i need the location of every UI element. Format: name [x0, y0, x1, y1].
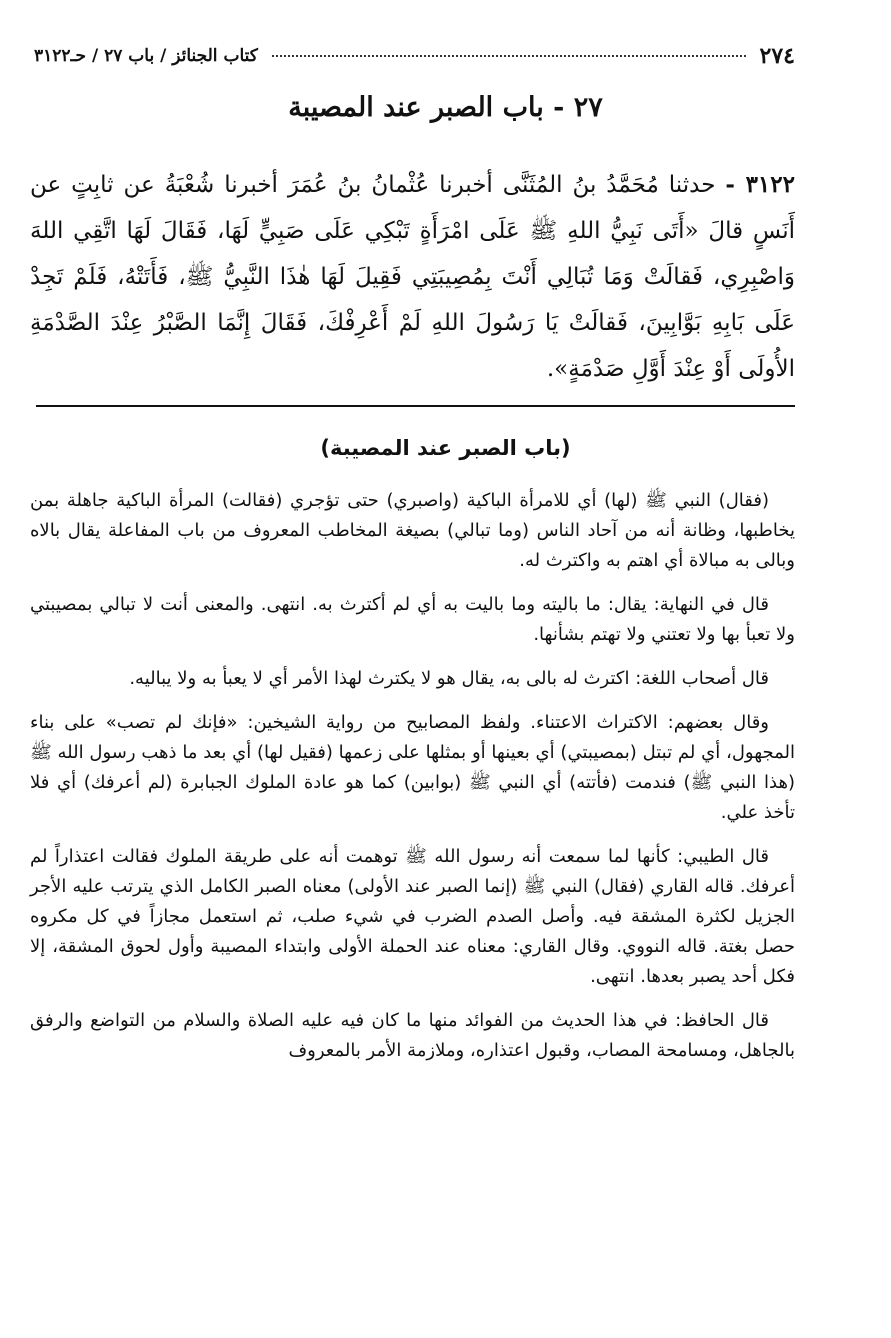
hadith-number: ٣١٢٢ -	[725, 171, 795, 198]
leader-dots	[272, 55, 746, 57]
commentary-paragraph: وقال بعضهم: الاكتراث الاعتناء. ولفظ المصابيح من رواية الشيخين: «فإنك لم تصب» على بناء المجهول، أي لم تبتل (بمصيبتي) أي بعينها أو بمثلها على زعمها (فقيل لها) أي بعد ما ذهب رسول الله ﷺ (هذا النبي ﷺ) فندمت (فأتته) أي النبي ﷺ (بوابين) كما هو عادة الملوك الجبابرة (لم أعرفك) أي فلا تأخذ علي.	[30, 712, 795, 823]
hadith-text: حدثنا مُحَمَّدُ بنُ المُثَنَّى أخبرنا عُثْمانُ بنُ عُمَرَ أخبرنا شُعْبَةُ عن ثابِتٍ عن أَنَسٍ قالَ «أَتَى نَبِيُّ اللهِ ﷺ عَلَى امْرَأَةٍ تَبْكِي عَلَى صَبِيٍّ لَهَا، فَقَالَ لَهَا اتَّقِي اللهَ وَاصْبِرِي، فَقالَتْ وَمَا تُبَالِي أَنْتَ بِمُصِيبَتِي فَقِيلَ لَهَا هٰذَا النَّبِيُّ ﷺ، فَأَتَتْهُ، فَلَمْ تَجِدْ عَلَى بَابِهِ بَوَّابِينَ، فَقالَتْ يَا رَسُولَ اللهِ لَمْ أَعْرِفْكَ، فَقَالَ إِنَّمَا الصَّبْرُ عِنْدَ الصَّدْمَةِ الأُولَى أَوْ عِنْدَ أَوَّلِ صَدْمَةٍ».	[30, 172, 795, 382]
commentary-paragraph: قال أصحاب اللغة: اكترث له بالى به، يقال هو لا يكترث لهذا الأمر أي لا يعبأ به ولا يباليه.	[129, 668, 769, 689]
hadith-text-block	[30, 162, 795, 392]
page-number: ٢٧٤	[759, 43, 795, 69]
commentary-paragraph: (فقال) النبي ﷺ (لها) أي للامرأة الباكية (واصبري) حتى تؤجري (فقالت) المرأة الباكية جاهلة بمن يخاطبها، وظانة أنه من آحاد الناس (وما تبالي) بصيغة المخاطب المعروف من باب المفاعلة يقال بالاه وبالى به مبالاة أي اهتم به واكترث له.	[30, 490, 795, 571]
commentary-body	[30, 486, 795, 1076]
commentary-paragraph: قال في النهاية: يقال: ما باليته وما باليت به أي لم أكترث به. انتهى. والمعنى أنت لا تبالي بمصيبتي ولا تعبأ بها ولا تعتني ولا تهتم بشأنها.	[30, 594, 795, 645]
commentary-paragraph: قال الطيبي: كأنها لما سمعت أنه رسول الله ﷺ توهمت أنه على طريقة الملوك فقالت اعتذاراً لم أعرفك. قاله القاري (فقال) النبي ﷺ (إنما الصبر عند الأولى) معناه الصبر الكامل الذي يترتب عليه الأجر الجزيل لكثرة المشقة فيه. وأصل الصدم الضرب في شيء صلب، ثم استعمل مجازاً في كل مكروه حصل بغتة. قاله النووي. وقال القاري: معناه عند الحملة الأولى وابتداء المصيبة وأول لحوق المشقة، إلا فكل أحد يصبر بعدها. انتهى.	[30, 846, 795, 987]
section-divider	[36, 405, 795, 407]
commentary-paragraph: قال الحافظ: في هذا الحديث من الفوائد منها ما كان فيه عليه الصلاة والسلام من التواضع والرفق بالجاهل، ومسامحة المصاب، وقبول اعتذاره، وملازمة الأمر بالمعروف	[30, 1010, 795, 1061]
commentary-title: (باب الصبر عند المصيبة)	[320, 436, 571, 460]
running-head	[34, 40, 795, 72]
running-head-title: كتاب الجنائز / باب ٢٧ / حـ٣١٢٢	[34, 46, 258, 66]
chapter-title: ٢٧ - باب الصبر عند المصيبة	[288, 92, 603, 123]
